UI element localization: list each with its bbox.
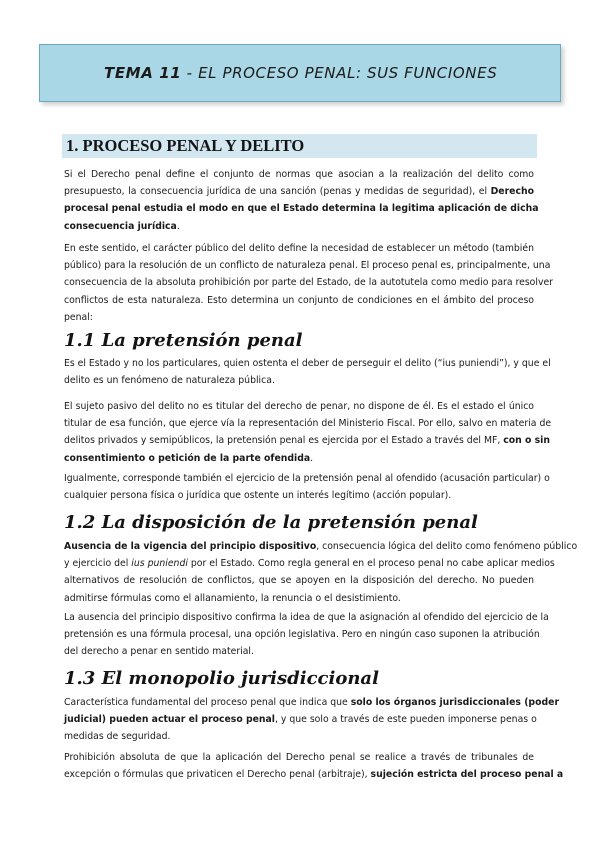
text-line: presupuesto, la consecuencia jurídica de una sanción (penas y medidas de seguridad), el Derecho: [64, 186, 534, 198]
text-line: consecuencia de la absoluta prohibición por parte del Estado, de la autotutela como medio para resolver: [64, 277, 553, 289]
topic-separator: -: [181, 64, 199, 82]
text-line: consentimiento o petición de la parte ofendida.: [64, 452, 314, 464]
text-line: alternativos de resolución de conflictos, que se apoyen en la disposición del derecho. No pueden: [64, 575, 534, 587]
text-line: Es el Estado y no los particulares, quien ostenta el deber de perseguir el delito (“ius puniendi”), y que el: [64, 358, 551, 369]
text-line: cualquier persona física o jurídica que ostente un interés legítimo (acción popular).: [64, 490, 452, 502]
text-line: penal:: [64, 311, 93, 323]
text-line: Igualmente, corresponde también el ejercicio de la pretensión penal al ofendido (acusación particular) o: [64, 473, 550, 484]
text-line: La ausencia del principio dispositivo confirma la idea de que la asignación al ofendido del ejercicio de la: [64, 612, 549, 623]
text-line: delito es un fenómeno de naturaleza pública.: [64, 375, 275, 387]
paragraph: [64, 694, 560, 746]
text-line: excepción o fórmulas que privaticen el Derecho penal (arbitraje), sujeción estricta del proceso penal a: [64, 769, 564, 781]
text-line: pretensión es una fórmula procesal, una opción legislativa. Pero en ningún caso suponen la atribución: [64, 629, 540, 641]
text-line: En este sentido, el carácter público del delito define la necesidad de establecer un método (también: [64, 243, 534, 254]
topic-title: [104, 64, 497, 82]
paragraph: [64, 749, 564, 783]
paragraph: [64, 470, 550, 504]
text-line: consecuencia jurídica.: [64, 220, 180, 232]
paragraph: [64, 398, 552, 467]
text-line: judicial) pueden actuar el proceso penal, y que solo a través de este pueden imponerse penas o: [64, 714, 537, 726]
text-line: público) para la resolución de un conflicto de naturaleza penal. El proceso penal es, principalmente, una: [64, 260, 551, 272]
text-line: admitirse fórmulas como el allanamiento, la renuncia o el desistimiento.: [64, 592, 401, 604]
text-line: Prohibición absoluta de que la aplicación del Derecho penal se realice a través de tribunales de: [64, 752, 534, 763]
text-line: titular de esa función, que ejerce vía la representación del Ministerio Fiscal. Por ello, salvo en materia de: [64, 418, 552, 430]
text-line: del derecho a penar en sentido material.: [64, 646, 254, 658]
paragraph: [64, 166, 539, 235]
subsection-heading: 1.2 La disposición de la pretensión penal: [64, 512, 478, 533]
text-line: Ausencia de la vigencia del principio dispositivo, consecuencia lógica del delito como fenómeno público: [64, 541, 578, 552]
text-line: Si el Derecho penal define el conjunto de normas que asocian a la realización del delito como: [64, 169, 534, 180]
text-line: delitos privados y semipúblicos, la pretensión penal es ejercida por el Estado a través del MF, con o sin: [64, 435, 550, 447]
paragraph: [64, 538, 578, 607]
topic-name: EL PROCESO PENAL: SUS FUNCIONES: [198, 64, 498, 82]
text-line: Característica fundamental del proceso penal que indica que solo los órganos jurisdiccionales (poder: [64, 697, 560, 708]
text-line: procesal penal estudia el modo en que el Estado determina la legitima aplicación de dicha: [64, 203, 539, 215]
subsection-heading: 1.1 La pretensión penal: [64, 330, 303, 351]
section-heading: 1. PROCESO PENAL Y DELITO: [66, 136, 305, 155]
text-line: conflictos de esta naturaleza. Esto determina un conjunto de condiciones en el ámbito del proceso: [64, 294, 534, 306]
paragraph: [64, 609, 549, 661]
subsection-heading: 1.3 El monopolio jurisdiccional: [64, 668, 379, 689]
topic-label: TEMA 11: [104, 64, 182, 82]
text-line: medidas de seguridad.: [64, 731, 171, 743]
paragraph: [64, 355, 551, 389]
paragraph: [64, 240, 553, 326]
text-line: y ejercicio del ius puniendi por el Estado. Como regla general en el proceso penal no cabe aplicar medios: [64, 558, 555, 570]
text-line: El sujeto pasivo del delito no es titular del derecho de penar, no dispone de él. Es el estado el único: [64, 401, 534, 412]
